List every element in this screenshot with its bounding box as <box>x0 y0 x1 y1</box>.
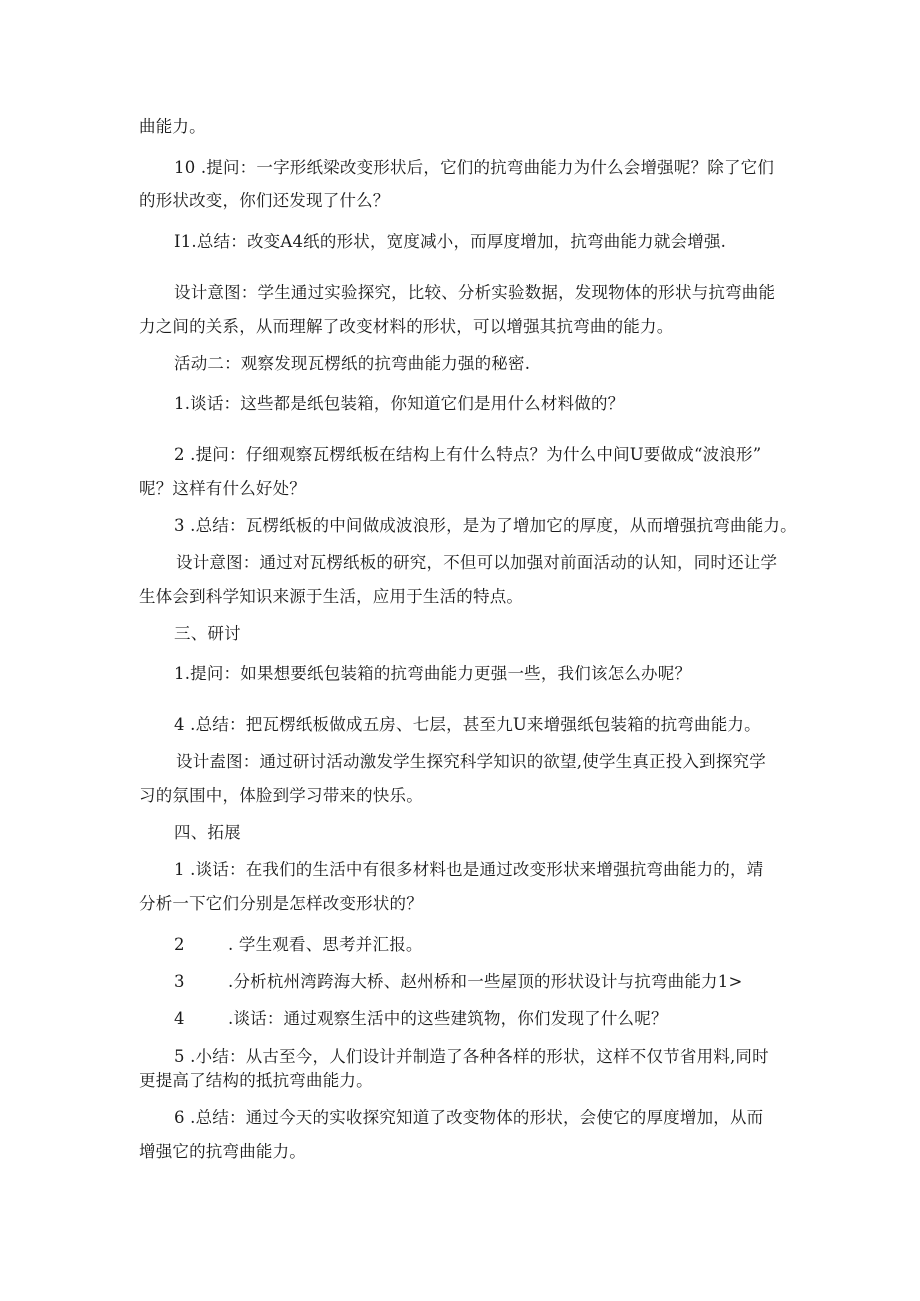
text-line: . 学生观看、思考并汇报。 <box>228 935 423 954</box>
text-line: 3 .总结：瓦楞纸板的中间做成波浪形，是为了增加它的厚度，从而增强抗弯曲能力。 <box>174 516 797 535</box>
text-line: .分析杭州湾跨海大桥、赵州桥和一些屋顶的形状设计与抗弯曲能力1> <box>228 972 743 991</box>
text-line: 增强它的抗弯曲能力。 <box>139 1142 306 1161</box>
text-line: 6 .总结：通过今天的实收探究知道了改变物体的形状，会使它的厚度增加，从而 <box>174 1108 764 1127</box>
list-number: 3 <box>174 972 185 991</box>
text-line: 习的氛围中，体脸到学习带来的快乐。 <box>139 786 423 805</box>
text-line: 曲能力。 <box>139 117 206 136</box>
text-line: 呢？这样有什么好处？ <box>139 479 306 498</box>
text-line: .谈话：通过观察生活中的这些建筑物，你们发现了什么呢？ <box>228 1009 668 1028</box>
section-heading: 四、拓展 <box>174 823 241 842</box>
text-line: 设计意图：学生通过实验探究，比较、分析实验数据，发现物体的形状与抗弯曲能 <box>174 283 776 302</box>
text-line: 力之间的关系，从而理解了改变材料的形状，可以增强其抗弯曲的能力。 <box>139 317 674 336</box>
text-line: 10 .提问：一字形纸梁改变形状后，它们的抗弯曲能力为什么会增强呢？除了它们 <box>174 158 775 177</box>
text-line: 5 .小结：从古至今，人们设计并制造了各种各样的形状，这样不仅节省用料,同时 <box>174 1047 769 1066</box>
text-line: 1 .谈话：在我们的生活中有很多材料也是通过改变形状来增强抗弯曲能力的，靖 <box>174 860 764 879</box>
text-line: 生体会到科学知识来源于生活，应用于生活的特点。 <box>139 587 524 606</box>
section-heading: 三、研讨 <box>174 624 241 643</box>
list-number: 4 <box>174 1009 185 1028</box>
text-line: 更提高了结构的抵抗弯曲能力。 <box>139 1071 373 1090</box>
text-line: 活动二：观察发现瓦楞纸的抗弯曲能力强的秘密. <box>174 354 531 373</box>
text-line: 的形状改变，你们还发现了什么？ <box>139 191 390 210</box>
text-line: 1.谈话：这些都是纸包装箱，你知道它们是用什么材料做的？ <box>174 394 625 413</box>
text-line: I1.总结：改变A4纸的形状，宽度减小，而厚度增加，抗弯曲能力就会增强. <box>174 232 727 251</box>
text-line: 1.提问：如果想要纸包装箱的抗弯曲能力更强一些，我们该怎么办呢？ <box>174 664 692 683</box>
list-number: 2 <box>174 935 185 954</box>
text-line: 分析一下它们分别是怎样改变形状的？ <box>139 894 423 913</box>
text-line: 2 .提问：仔细观察瓦楞纸板在结构上有什么特点？为什么中间U要做成“波浪形” <box>174 445 762 464</box>
text-line: 设计意图：通过对瓦楞纸板的研究，不但可以加强对前面活动的认知，同时还让学 <box>176 553 778 572</box>
text-line: 设计盍图：通过研讨活动激发学生探究科学知识的欲望,使学生真正投入到探究学 <box>176 752 766 771</box>
text-line: 4 .总结：把瓦楞纸板做成五房、七层，甚至九U来增强纸包装箱的抗弯曲能力。 <box>174 715 761 734</box>
